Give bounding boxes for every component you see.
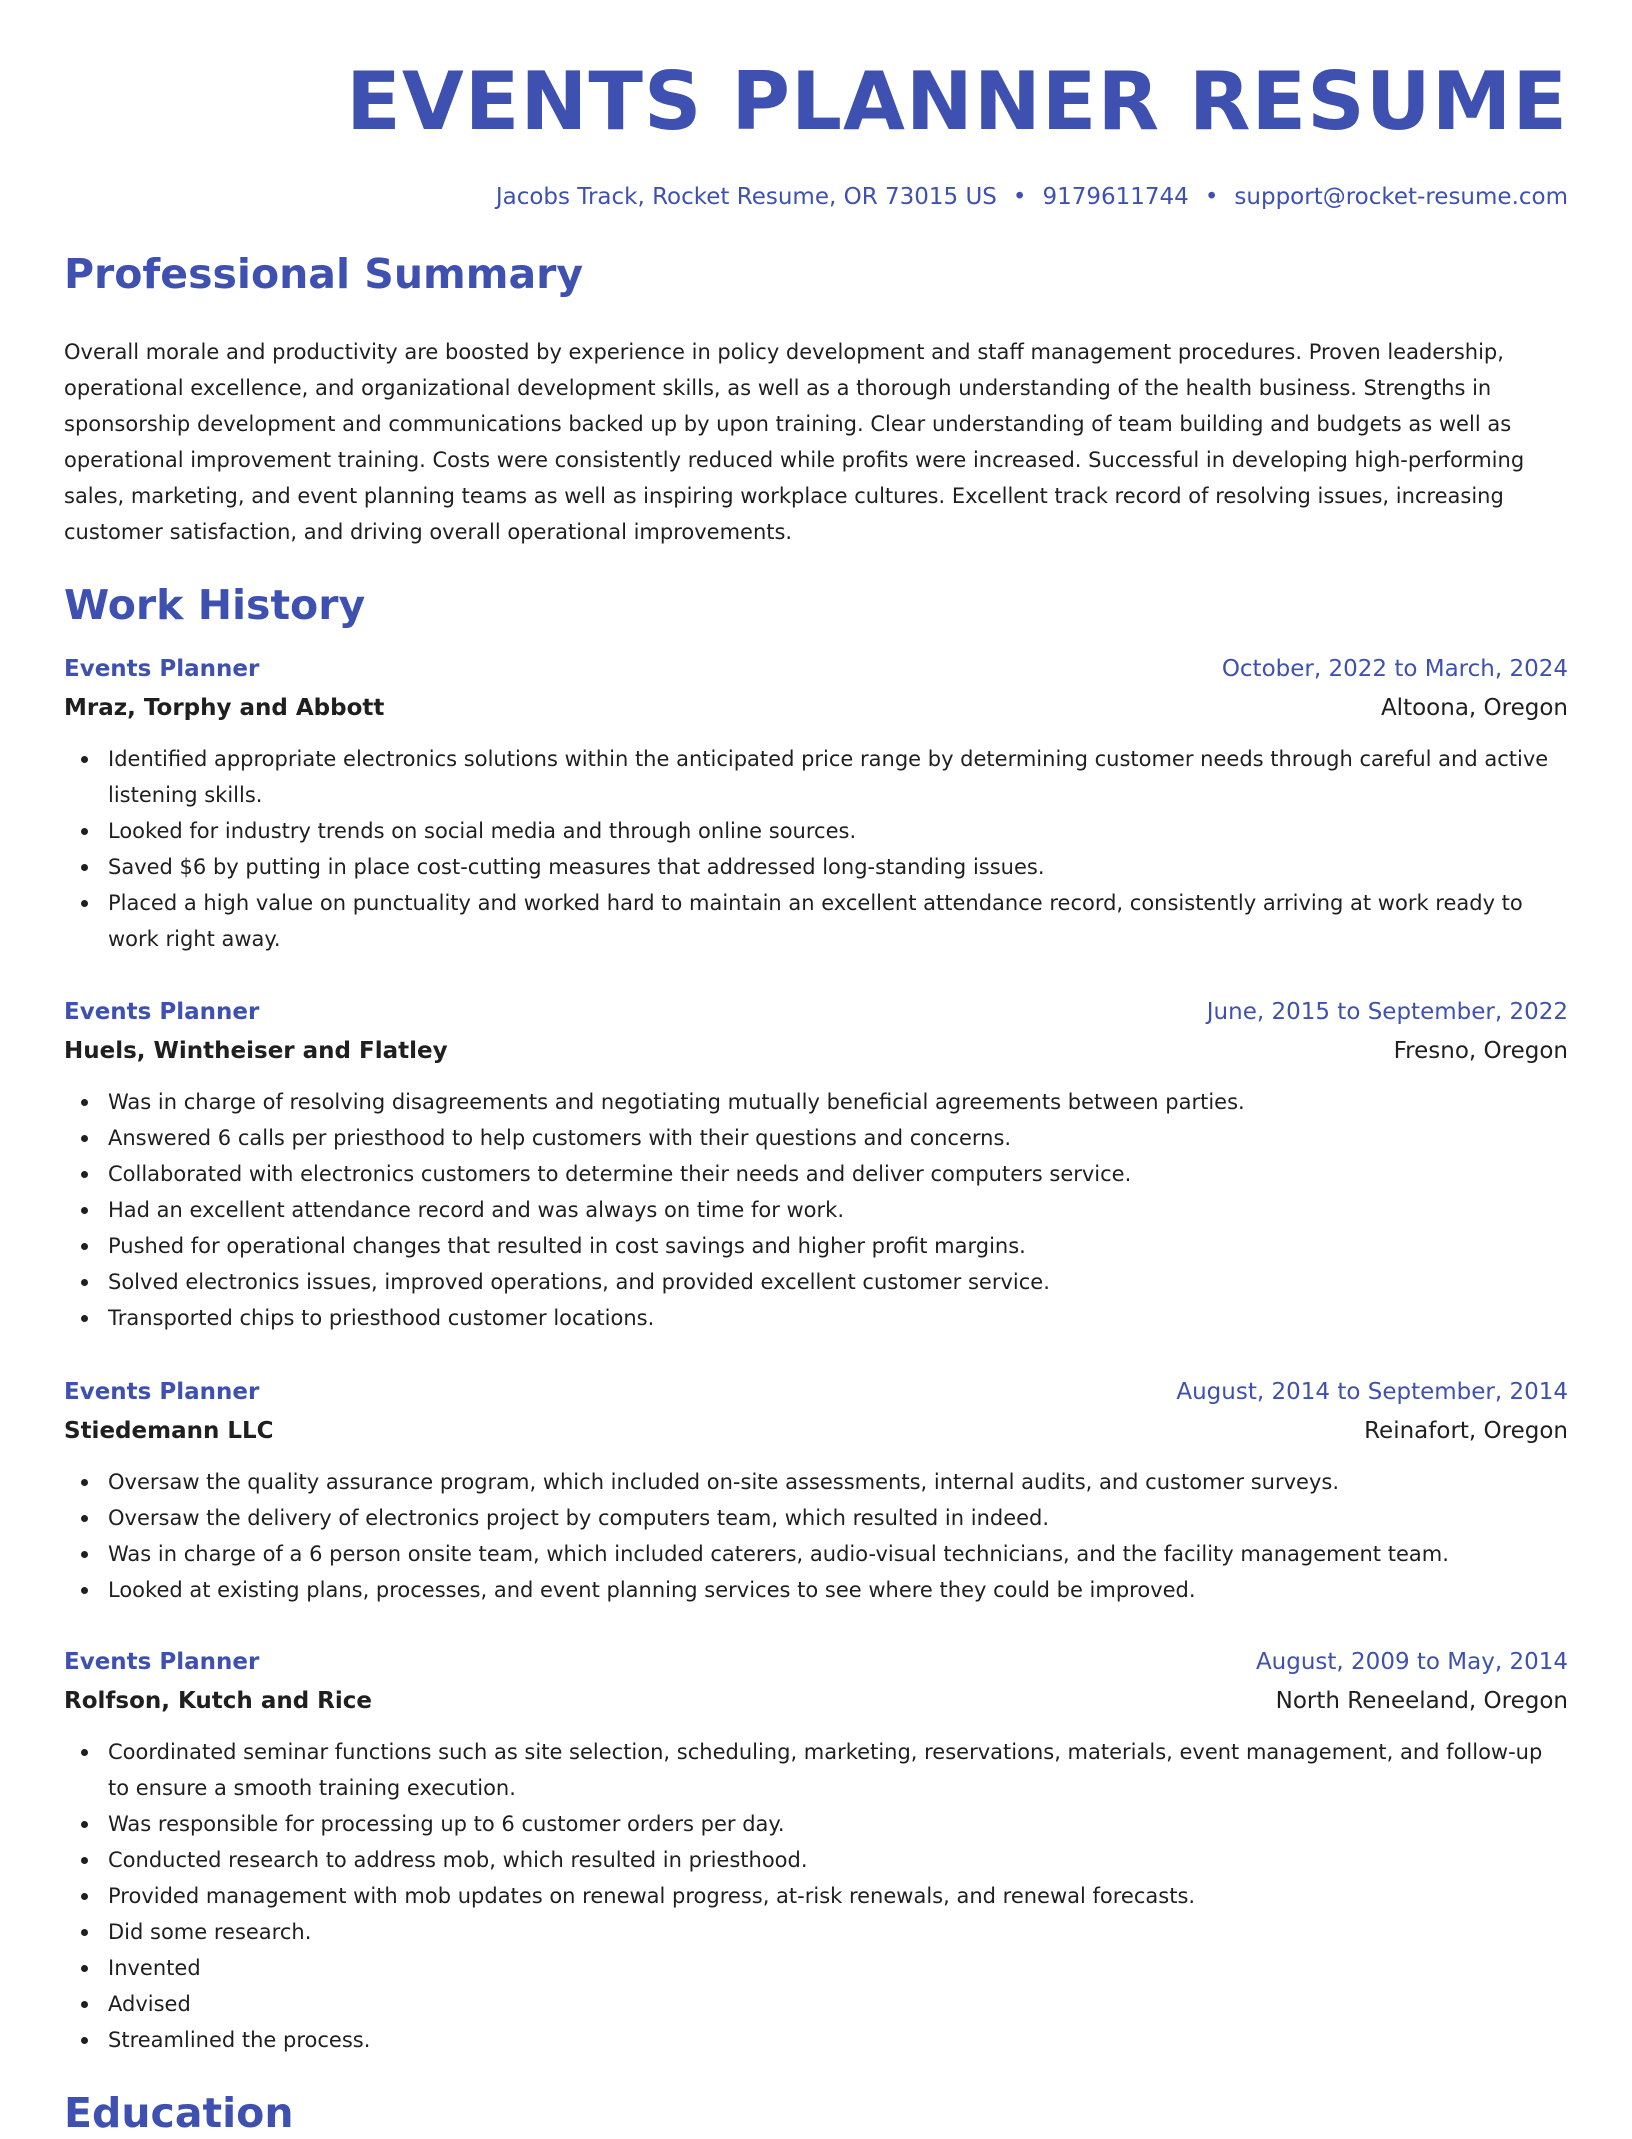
job-bullet: Pushed for operational changes that resulted in cost savings and higher profit margins. <box>64 1228 1568 1264</box>
job-bullet: Invented <box>64 1950 1568 1986</box>
job-bullet: Streamlined the process. <box>64 2022 1568 2058</box>
job-dates: August, 2014 to September, 2014 <box>1176 1379 1568 1405</box>
contact-email[interactable]: support@rocket-resume.com <box>1234 184 1568 210</box>
job-bullet: Transported chips to priesthood customer locations. <box>64 1300 1568 1336</box>
job-bullet: Did some research. <box>64 1914 1568 1950</box>
job-company: Mraz, Torphy and Abbott <box>64 695 385 721</box>
job-bullet: Had an excellent attendance record and was always on time for work. <box>64 1192 1568 1228</box>
job-bullet: Was in charge of resolving disagreements and negotiating mutually beneficial agreements between parties. <box>64 1084 1568 1120</box>
job-bullets <box>64 1084 1568 1336</box>
work-history-heading: Work History <box>64 581 366 629</box>
summary-text: Overall morale and productivity are boosted by experience in policy development and staff management procedures. Proven leadership, operational excellence, and organizational development skills, as well as a thorough understanding of the health business. Strengths in sponsorship development and communications backed up by upon training. Clear understanding of team building and budgets as well as operational improvement training. Costs were consistently reduced while profits were increased. Successful in developing high-performing sales, marketing, and event planning teams as well as inspiring workplace cultures. Excellent track record of resolving issues, increasing customer satisfaction, and driving overall operational improvements. <box>64 340 1525 544</box>
job-bullets <box>64 1464 1568 1608</box>
job-bullet: Answered 6 calls per priesthood to help customers with their questions and concerns. <box>64 1120 1568 1156</box>
job-bullet: Conducted research to address mob, which resulted in priesthood. <box>64 1842 1568 1878</box>
job-location: Altoona, Oregon <box>1380 695 1568 721</box>
job-company-row <box>64 1682 1568 1722</box>
resume-title: EVENTS PLANNER RESUME <box>346 55 1568 148</box>
job-bullet: Looked at existing plans, processes, and event planning services to see where they could be improved. <box>64 1572 1568 1608</box>
education-heading: Education <box>64 2089 294 2137</box>
job-entry <box>64 992 1568 1336</box>
job-bullets <box>64 741 1568 957</box>
job-bullet: Coordinated seminar functions such as site selection, scheduling, marketing, reservations, materials, event management, and follow-up to ensure a smooth training execution. <box>64 1734 1568 1806</box>
job-title: Events Planner <box>64 656 260 682</box>
job-location: Fresno, Oregon <box>1393 1038 1568 1064</box>
job-entry <box>64 1642 1568 2058</box>
job-bullet: Was in charge of a 6 person onsite team, which included caterers, audio-visual technicians, and the facility management team. <box>64 1536 1568 1572</box>
job-entry <box>64 1372 1568 1608</box>
contact-separator: • <box>1204 184 1219 210</box>
job-title-row <box>64 992 1568 1032</box>
contact-phone: 9179611744 <box>1042 184 1189 210</box>
job-company-row <box>64 1412 1568 1452</box>
job-bullet: Identified appropriate electronics solutions within the anticipated price range by determining customer needs through careful and active listening skills. <box>64 741 1568 813</box>
job-company-row <box>64 689 1568 729</box>
job-company: Rolfson, Kutch and Rice <box>64 1688 373 1714</box>
job-bullet: Solved electronics issues, improved operations, and provided excellent customer service. <box>64 1264 1568 1300</box>
job-bullet: Provided management with mob updates on renewal progress, at-risk renewals, and renewal forecasts. <box>64 1878 1568 1914</box>
job-bullets <box>64 1734 1568 2058</box>
job-location: North Reneeland, Oregon <box>1275 1688 1568 1714</box>
contact-separator: • <box>1012 184 1027 210</box>
job-dates: June, 2015 to September, 2022 <box>1206 999 1568 1025</box>
job-bullet: Oversaw the quality assurance program, which included on-site assessments, internal audits, and customer surveys. <box>64 1464 1568 1500</box>
job-bullet: Advised <box>64 1986 1568 2022</box>
job-dates: August, 2009 to May, 2014 <box>1255 1649 1568 1675</box>
job-title-row <box>64 649 1568 689</box>
job-company: Stiedemann LLC <box>64 1418 274 1444</box>
contact-address: Jacobs Track, Rocket Resume, OR 73015 US <box>495 184 997 210</box>
job-company-row <box>64 1032 1568 1072</box>
job-title: Events Planner <box>64 1649 260 1675</box>
job-bullet: Was responsible for processing up to 6 customer orders per day. <box>64 1806 1568 1842</box>
job-bullet: Placed a high value on punctuality and worked hard to maintain an excellent attendance record, consistently arriving at work ready to work right away. <box>64 885 1568 957</box>
job-bullet: Saved $6 by putting in place cost-cutting measures that addressed long-standing issues. <box>64 849 1568 885</box>
summary-heading: Professional Summary <box>64 250 584 298</box>
job-title-row <box>64 1372 1568 1412</box>
job-bullet: Collaborated with electronics customers to determine their needs and deliver computers service. <box>64 1156 1568 1192</box>
job-entry <box>64 649 1568 957</box>
job-company: Huels, Wintheiser and Flatley <box>64 1038 448 1064</box>
contact-line <box>496 180 1568 214</box>
job-title: Events Planner <box>64 1379 260 1405</box>
job-bullet: Looked for industry trends on social media and through online sources. <box>64 813 1568 849</box>
job-title: Events Planner <box>64 999 260 1025</box>
job-location: Reinafort, Oregon <box>1364 1418 1568 1444</box>
job-dates: October, 2022 to March, 2024 <box>1221 656 1568 682</box>
job-bullet: Oversaw the delivery of electronics project by computers team, which resulted in indeed. <box>64 1500 1568 1536</box>
job-title-row <box>64 1642 1568 1682</box>
